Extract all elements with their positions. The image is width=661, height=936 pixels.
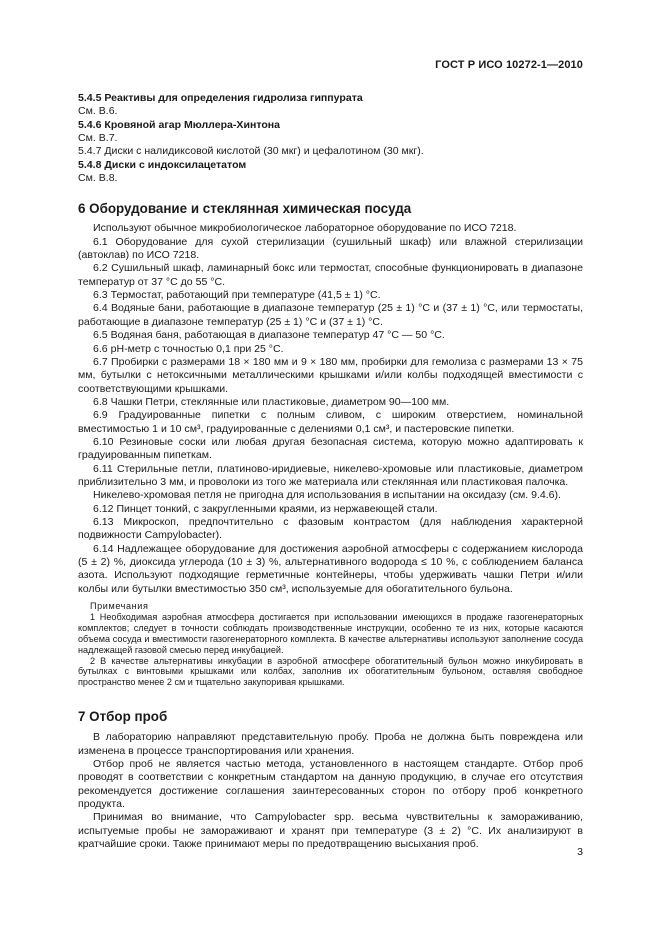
item-5-4-7: 5.4.7 Диски с налидиксовой кислотой (30 мкг) и цефалотином (30 мкг).	[78, 145, 424, 158]
item-5-4-8-title: 5.4.8 Диски с индоксилацетатом	[78, 158, 247, 171]
item-5-4-5-title: 5.4.5 Реактивы для определения гидролиза гиппурата	[78, 92, 363, 104]
page-number: 3	[577, 846, 583, 858]
item-6-2: 6.2 Сушильный шкаф, ламинарный бокс или термостат, способные функционировать в диапазоне температур от 37 °С до 55 °С.	[78, 262, 583, 288]
item-6-13: 6.13 Микроскоп, предпочтительно с фазовым контрастом (для наблюдения характерной подвижности Campylobacter).	[78, 515, 583, 542]
notes-title: Примечания	[90, 601, 149, 612]
item-6-10: 6.10 Резиновые соски или любая другая безопасная система, которую можно адаптировать к градуированным пипеткам.	[78, 435, 583, 462]
item-6-6: 6.6 рН-метр с точностью 0,1 при 25 °С.	[93, 342, 284, 355]
item-6-5: 6.5 Водяная баня, работающая в диапазоне температур 47 °С — 50 °С.	[93, 329, 445, 342]
item-6-11-note: Никелево-хромовая петля не пригодна для использования в испытании на оксидазу (см. 9.4.6).	[93, 489, 561, 502]
item-6-11: 6.11 Стерильные петли, платиново-иридиевые, никелево-хромовые или пластиковые, диаметром приблизительно 3 мм, и проволоки из того же материала или стеклянная или пластиковая палочка.	[78, 462, 583, 488]
document-code-header: ГОСТ Р ИСО 10272-1—2010	[435, 59, 583, 71]
item-5-4-8-ref: См. В.8.	[78, 172, 118, 185]
item-6-12: 6.12 Пинцет тонкий, с закругленными краями, из нержавеющей стали.	[93, 502, 438, 515]
item-6-1: 6.1 Оборудование для сухой стерилизации (сушильный шкаф) или влажной стерилизации (автоклав) по ИСО 7218.	[78, 235, 583, 262]
section-6-intro: Используют обычное микробиологическое лабораторное оборудование по ИСО 7218.	[93, 222, 517, 235]
item-6-4: 6.4 Водяные бани, работающие в диапазоне температур (25 ± 1) °С и (37 ± 1) °С, или термостаты, работающие в диапазоне температур (25 ± 1) °С и (37 ± 1) °С.	[78, 302, 583, 328]
item-6-3: 6.3 Термостат, работающий при температуре (41,5 ± 1) °С.	[93, 289, 381, 302]
section-7-paragraph-3: Принимая во внимание, что Campylobacter spp. весьма чувствительны к замораживанию, испытуемые пробы не замораживают и хранят при температуре (3 ± 2) °С. Их анализируют в кратчайшие сроки. Также принимают меры по предотвращению высыхания проб.	[78, 811, 583, 851]
page-content	[78, 92, 583, 851]
section-7-heading: 7 Отбор проб	[78, 709, 168, 725]
item-6-8: 6.8 Чашки Петри, стеклянные или пластиковые, диаметром 90—100 мм.	[93, 395, 450, 408]
item-5-4-6-ref: См. В.7.	[78, 132, 118, 145]
note-1: 1 Необходимая аэробная атмосфера достигается при использовании имеющихся в продаже газогенераторных комплектов; следует в точности соблюдать производственные инструкции, особенно те из них, которые касаются объема сосуда и вместимости газогенераторного комплекта. В качестве альтернативы используют заполнение сосуда надлежащей газовой смесью перед инкубацией.	[78, 611, 583, 655]
item-6-7: 6.7 Пробирки с размерами 18 × 180 мм и 9 × 180 мм, пробирки для гемолиза с размерами 13 × 75 мм, бутылки с нетоксичными металлическими крышками и/или колбы подходящей вместимости с соответствующими крышками.	[78, 355, 583, 395]
item-5-4-5-ref: См. В.6.	[78, 105, 118, 118]
item-6-14: 6.14 Надлежащее оборудование для достижения аэробной атмосферы с содержанием кислорода (5 ± 2) %, диоксида углерода (10 ± 3) %, альтернативного водорода ≤ 10 %, с соблюдением баланса азота. Используют подходящие герметичные контейнеры, чтобы удерживать чашки Петри и/или колбы или бутылки вместимостью 350 см³, используемые для обогатительного бульона.	[78, 542, 583, 595]
item-6-9: 6.9 Градуированные пипетки с полным сливом, с широким отверстием, номинальной вместимостью 1 и 10 см³, градуированные с делениями 0,1 см³, и пастеровские пипетки.	[78, 409, 583, 435]
item-5-4-6-title: 5.4.6 Кровяной агар Мюллера-Хинтона	[78, 118, 281, 131]
note-2: 2 В качестве альтернативы инкубации в аэробной атмосфере обогатительный бульон можно инкубировать в бутылках с винтовыми крышками или колбах, заполнив их обогатительным бульоном, оставляя свободное пространство менее 2 см и тщательно закупоривая крышками.	[78, 655, 583, 688]
section-6-heading: 6 Оборудование и стеклянная химическая посуда	[78, 201, 412, 217]
section-6-notes	[78, 601, 583, 688]
section-7-paragraph-2: Отбор проб не является частью метода, установленного в настоящем стандарте. Отбор проб проводят в соответствии с конкретным стандартом на данную продукцию, в случае его отсутствия рекомендуется достижение соглашения заинтересованных сторон по отбору проб конкретного продукта.	[78, 757, 583, 810]
section-7-paragraph-1: В лабораторию направляют представительную пробу. Проба не должна быть повреждена или изменена в процессе транспортирования или хранения.	[78, 731, 583, 757]
